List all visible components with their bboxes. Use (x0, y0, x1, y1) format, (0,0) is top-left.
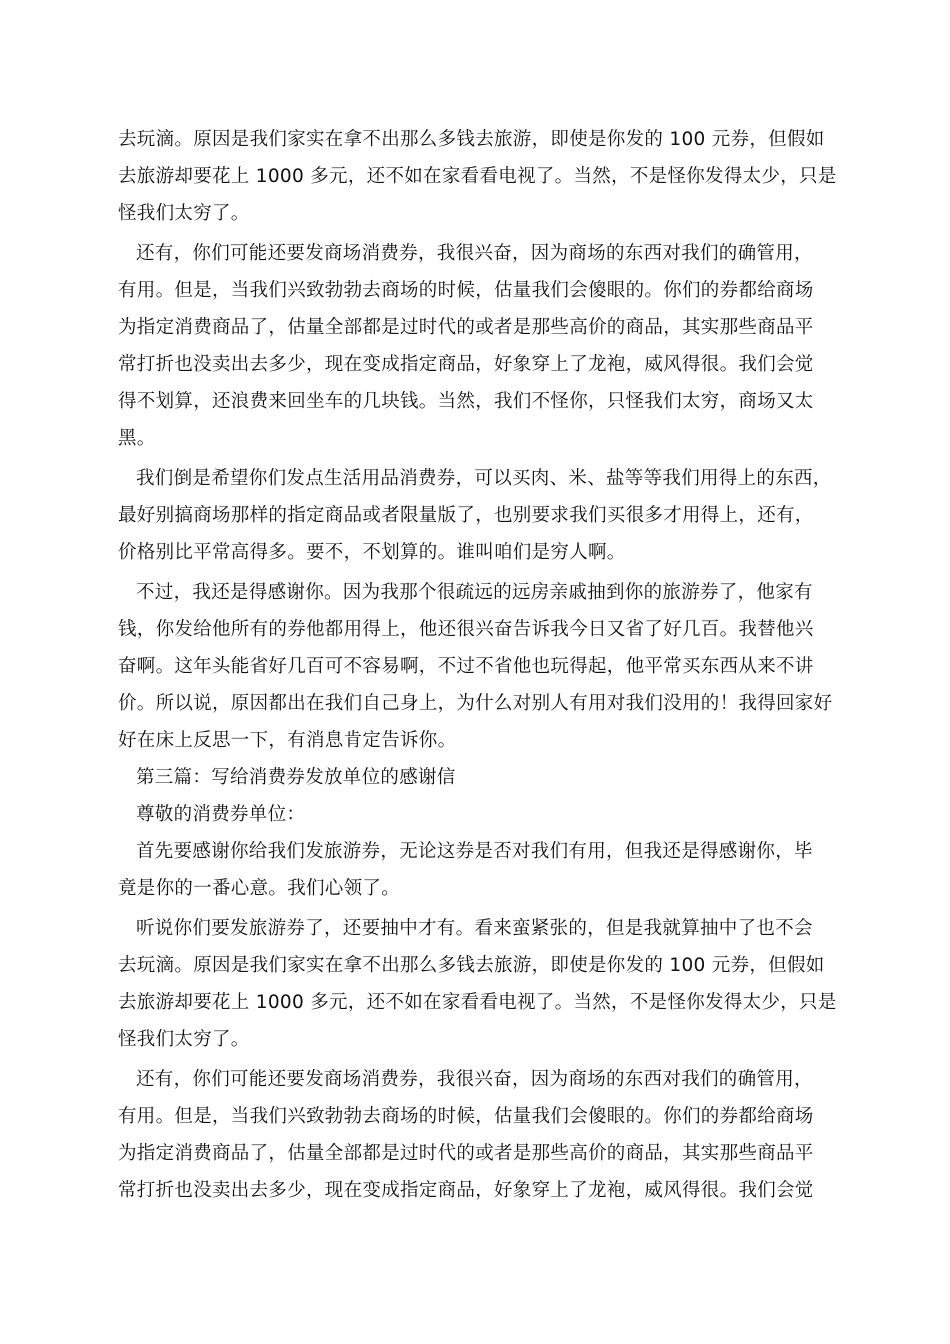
text-line: 去旅游却要花上 1000 多元，还不如在家看看电视了。当然，不是怪你发得太少，只是 (118, 992, 837, 1013)
text-line: 好在床上反思一下，有消息肯定告诉你。 (118, 730, 457, 751)
paragraph-first-line: 还有，你们可能还要发商场消费券，我很兴奋，因为商场的东西对我们的确管用， (136, 1069, 813, 1090)
text-line: 竟是你的一番心意。我们心领了。 (118, 878, 401, 899)
text-line: 常打折也没卖出去多少，现在变成指定商品，好象穿上了龙袍，威风得很。我们会觉 (118, 354, 814, 375)
text-line: 去旅游却要花上 1000 多元，还不如在家看看电视了。当然，不是怪你发得太少，只是 (118, 166, 837, 187)
text-line: 有用。但是，当我们兴致勃勃去商场的时候，估量我们会傻眼的。你们的券都给商场 (118, 1106, 814, 1127)
paragraph-first-line: 首先要感谢你给我们发旅游券，无论这券是否对我们有用，但我还是得感谢你，毕 (136, 841, 813, 862)
text-line: 去玩滴。原因是我们家实在拿不出那么多钱去旅游，即使是你发的 100 元券，但假如 (118, 129, 825, 150)
text-line: 为指定消费商品了，估量全部都是过时代的或者是那些高价的商品，其实那些商品平 (118, 317, 814, 338)
paragraph-first-line: 听说你们要发旅游券了，还要抽中才有。看来蛮紧张的，但是我就算抽中了也不会 (136, 918, 813, 939)
text-line: 怪我们太穷了。 (118, 1029, 250, 1050)
text-line: 常打折也没卖出去多少，现在变成指定商品，好象穿上了龙袍，威风得很。我们会觉 (118, 1180, 814, 1201)
paragraph-first-line: 不过，我还是得感谢你。因为我那个很疏远的远房亲戚抽到你的旅游券了，他家有 (136, 582, 813, 603)
text-line: 价格别比平常高得多。要不，不划算的。谁叫咱们是穷人啊。 (118, 542, 626, 563)
text-line: 奋啊。这年头能省好几百可不容易啊，不过不省他也玩得起，他平常买东西从来不讲 (118, 656, 814, 677)
text-line: 钱，你发给他所有的券他都用得上，他还很兴奋告诉我今日又省了好几百。我替他兴 (118, 619, 814, 640)
paragraph-first-line: 还有，你们可能还要发商场消费券，我很兴奋，因为商场的东西对我们的确管用， (136, 243, 813, 264)
text-line: 黑。 (118, 428, 156, 449)
text-line: 怪我们太穷了。 (118, 203, 250, 224)
section-heading: 第三篇：写给消费券发放单位的感谢信 (136, 767, 456, 788)
paragraph-first-line: 我们倒是希望你们发点生活用品消费券，可以买肉、米、盐等等我们用得上的东西， (136, 468, 832, 489)
text-line: 得不划算，还浪费来回坐车的几块钱。当然，我们不怪你，只怪我们太穷，商场又太 (118, 391, 814, 412)
text-line: 有用。但是，当我们兴致勃勃去商场的时候，估量我们会傻眼的。你们的券都给商场 (118, 280, 814, 301)
text-line: 最好别搞商场那样的指定商品或者限量版了，也别要求我们买很多才用得上，还有， (118, 505, 814, 526)
text-line: 价。所以说，原因都出在我们自己身上，为什么对别人有用对我们没用的！我得回家好 (118, 693, 833, 714)
text-line: 为指定消费商品了，估量全部都是过时代的或者是那些高价的商品，其实那些商品平 (118, 1143, 814, 1164)
text-line: 去玩滴。原因是我们家实在拿不出那么多钱去旅游，即使是你发的 100 元券，但假如 (118, 955, 825, 976)
letter-salutation: 尊敬的消费券单位： (136, 804, 306, 825)
